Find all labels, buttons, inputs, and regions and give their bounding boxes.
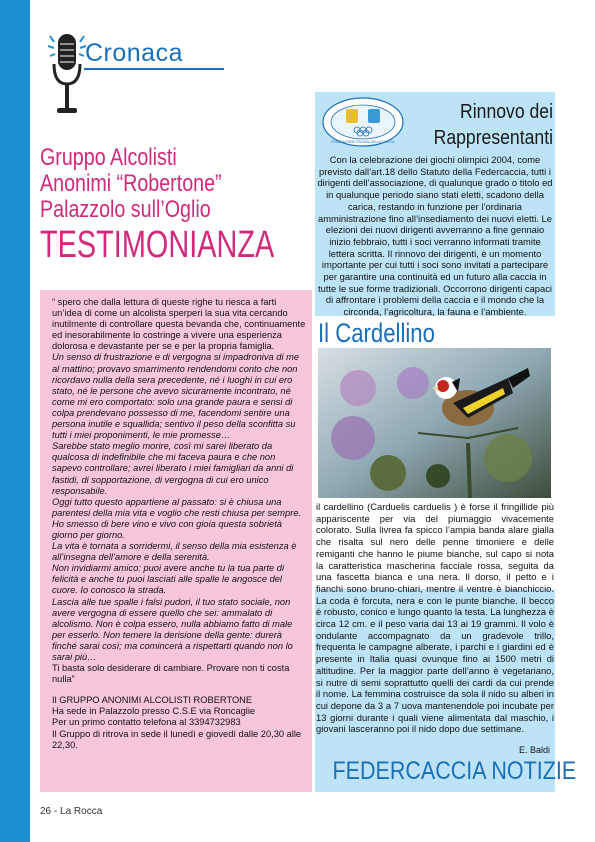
testimonial-paragraph: Ho smesso di bere vino e vivo con gioia questa sobrietà giorno per giorno.: [52, 518, 282, 540]
federcaccia-logo: [322, 97, 404, 147]
goldfinch-photo: [318, 348, 551, 498]
testimonial-paragraph: Sarebbe stato meglio morire, così mi sarei liberato da qualcosa di indefinibile che mi faceva paura e che non sapevo controllare; avrei liberato i miei famigliari da anni di fastidi, di sopportazione, di vergogna di cui ero unico responsabile.: [52, 441, 294, 496]
testimonial-paragraph: La vita è tornata a sorridermi, il senso della mia esistenza è all’insegna dell’amore e della serenità.: [52, 541, 297, 563]
testimonial-text: [52, 297, 306, 751]
section-underline: [84, 68, 224, 70]
group-phone: Per un primo contatto telefona al 3394732983: [52, 717, 241, 728]
headline-line-3: Palazzolo sull’Oglio: [40, 196, 211, 223]
rinnovo-title-line-1: Rinnovo dei: [460, 101, 553, 123]
testimonial-closing: Ti basta solo desiderare di cambiare. Provare non ti costa nulla”: [52, 663, 290, 685]
testimonial-paragraph: Un senso di frustrazione e di vergogna si impadroniva di me al mattino; provavo smarrimento rendendomi conto che non ricordavo nulla della sera precedente, né i luoghi in cui ero stato, né le persone che avevo sicuramente incontrato, né come mi ero comportato: solo una grande paura e sensi di colpa prendevano possesso di me, facendomi sentire una persona inutile e squallida; sentivo il peso della sconfitta su tutti i miei proponimenti, le mie promesse…: [52, 352, 300, 441]
rinnovo-title-line-2: Rappresentanti: [433, 127, 553, 149]
headline-line-1: Gruppo Alcolisti: [40, 144, 177, 171]
page-side-bar: [0, 0, 30, 842]
testimonial-intro: “ spero che dalla lettura di queste righe tu riesca a farti un’idea di come un alcolista sperperi la sua vita cercando inutilmente di controllare questa bevanda che, continuamente ed inesorabilmente lo costringe a vivere una esperienza dolorosa e devastante per se e per la propria famiglia.: [52, 297, 306, 352]
page-footer: 26 - La Rocca: [40, 806, 103, 817]
section-title: Cronaca: [85, 39, 183, 67]
group-schedule: Il Gruppo di ritrova in sede il lunedì e giovedì dalle 20,30 alle 22,30.: [52, 728, 302, 750]
headline-line-2: Anonimi “Robertone”: [40, 170, 222, 197]
cardellino-body: il cardellino (Carduelis carduelis ) è forse il fringillide più appariscente per via del piumaggio vivacemente colorato. Sulla livrea fa spicco l’ampia banda alare gialla che risalta sul nero delle penne timoniere e delle remiganti che hanno le piume bianche, sul capo si nota la caratteristica mascherina facciale rossa, seguita da una fascetta bianca e una nera. Il dorso, il petto e i fianchi sono bruno-chiari, mentre il ventre è bianchiccio. La coda è forcuta, nera e con le punte bianche. Il becco è robusto, conico e lungo quanto la testa. La lunghezza è circa 12 cm. e il peso varia dai 13 ai 19 grammi. Il volo è ondulante accompagnato da un gradevole trillo, frequenta le campagne alberate, i parchi e i giardini ed è presente in Italia quasi ovunque fino ai 1500 metri di altitudine. Per la maggior parte dell’anno è vegetariano, si nutre di semi soprattutto quelli dei cardi da cui prende il nome. La femmina costruisce da sola il nido su alberi in cui depone da 3 a 7 uova mantenendole poi incubate per 13 giorni durante i quali viene alimentata dal maschio, i giovani lasceranno poi il nido dopo due settimane.: [316, 501, 554, 735]
testimonial-paragraph: Oggi tutto questo appartiene al passato: si è chiusa una parentesi della mia vita e voglio che resti chiusa per sempre.: [52, 496, 302, 518]
microphone-icon: [48, 30, 86, 120]
federcaccia-notizie-brand: FEDERCACCIA NOTIZIE: [332, 757, 577, 785]
cardellino-title: Il Cardellino: [318, 318, 435, 348]
group-name: Il GRUPPO ANONIMI ALCOLISTI ROBERTONE: [52, 695, 253, 706]
rinnovo-title: [405, 99, 553, 151]
testimonial-paragraph: Non invidiarmi amico: puoi avere anche tu la tua parte di felicità e anche tu puoi lasciati alle spalle le angosce del cuore. Io conosco la strada.: [52, 563, 285, 596]
author-name: E. Baldi: [518, 745, 550, 755]
headline-line-4: TESTIMONIANZA: [40, 224, 275, 266]
rinnovo-body: Con la celebrazione dei giochi olimpici 2004, come previsto dall’art.18 dello Statuto della Federcaccia, tutti i dirigenti dell’associazione, di qualunque grado o titolo ed in qualunque periodo siano stati eletti, scadono della carica, restando in funzione per l’ordinaria amministrazione fino all’insediamento dei nuovi eletti. Le elezioni dei nuovi dirigenti avverranno a fine gennaio inizio febbraio, tutti i soci verranno informati tramite lettera scritta. Il rinnovo dei dirigenti, è un momento importante per cui tutti i soci sono invitati a partecipare per garantire una continuità ed un futuro alla caccia in tutte le sue forme tradizionali. Occorrono dirigenti capaci di affrontare i problemi della caccia e il mondo che la circonda, l’agricoltura, la fauna e l’ambiente.: [317, 154, 553, 318]
group-address: Ha sede in Palazzolo presso C.S.E via Roncaglie: [52, 706, 256, 717]
article-headline: [40, 145, 312, 265]
logo-text: FEDERAZIONE ITALIANA DELLA CACCIA: [331, 140, 395, 144]
testimonial-paragraph: Lascia alle tue spalle i falsi pudori, il tuo stato sociale, non avere vergogna di essere quello che sei: ammalato di alcolismo. Non è colpa essero, nulla abbiamo fatto di male per esserlo. Non temere la derisione della gente: durerà finché sarai così; ma comincerà a rispettarti quando non lo sarai più…: [52, 596, 293, 662]
